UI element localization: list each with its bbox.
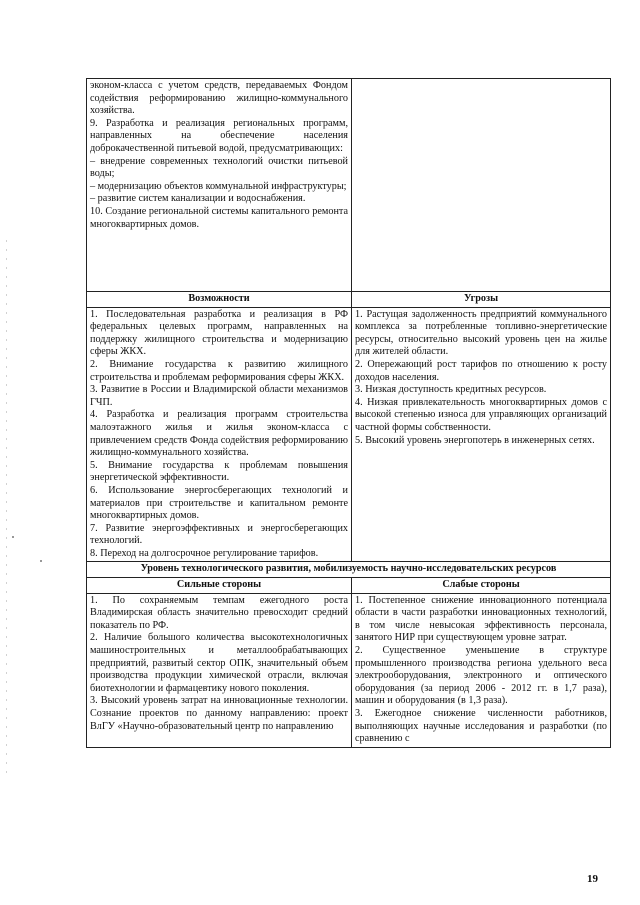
header-row xyxy=(87,578,611,594)
weaknesses-cell xyxy=(352,593,611,747)
threats-header: Угрозы xyxy=(352,292,611,308)
list-item: 7. Развитие энергоэффективных и энергосберегающих технологий. xyxy=(90,522,348,547)
list-item: 1. Растущая задолженность предприятий коммунального комплекса за потребленные топливно-энергетические ресурсы, относительно высокий уровень цен на жилье для жителей области. xyxy=(355,308,607,358)
list-item: 1. По сохраняемым темпам ежегодного роста Владимирская область значительно превосходит средний показатель по РФ. xyxy=(90,594,348,631)
list-item: – развитие систем канализации и водоснабжения. xyxy=(90,193,306,205)
page-number: 19 xyxy=(587,873,598,885)
header-row xyxy=(87,292,611,308)
list-item: 2. Опережающий рост тарифов по отношению к росту доходов населения. xyxy=(355,358,607,383)
opportunities-header: Возможности xyxy=(87,292,352,308)
list-item: 4. Разработка и реализация программ строительства малоэтажного жилья и жилья эконом-класса с привлечением средств Фонда содействия реформированию жилищно-коммунального хозяйства. xyxy=(90,409,348,459)
strengths-header: Сильные стороны xyxy=(87,578,352,594)
opportunities-cell xyxy=(87,307,352,562)
list-item: 3. Высокий уровень затрат на инновационные технологии. Сознание проектов по данному направлению: проект ВлГУ «Научно-образовательный центр по направлению xyxy=(90,695,348,732)
list-item: 9. Разработка и реализация региональных программ, направленных на обеспечение населения доброкачественной питьевой водой, предусматривающих: xyxy=(90,117,348,154)
list-item: 4. Низкая привлекательность многоквартирных домов с высокой степенью износа для управляющих организаций частной формы собственности. xyxy=(355,396,607,433)
swot-table xyxy=(86,78,611,748)
list-item: 5. Высокий уровень энергопотерь в инженерных сетях. xyxy=(355,434,595,446)
weaknesses-header: Слабые стороны xyxy=(352,578,611,594)
scan-speck xyxy=(12,536,14,538)
scan-edge-mark xyxy=(6,240,7,780)
section-title-row xyxy=(87,562,611,578)
strengths-weaknesses-row xyxy=(87,593,611,747)
list-item: 6. Использование энергосберегающих технологий и материалов при строительстве и капитальном ремонте многоквартирных домов. xyxy=(90,484,348,522)
list-item: 2. Существенное уменьшение в структуре промышленного производства региона удельного веса электрооборудования, электронного и оптического оборудования (за период 2006 - 2012 гг. в 1,7 раза), машин и оборудования (в 1,3 раза). xyxy=(355,645,607,707)
list-item: 3. Низкая доступность кредитных ресурсов. xyxy=(355,384,547,396)
list-item: эконом-класса с учетом средств, передаваемых Фондом содействия реформированию жилищно-коммунального хозяйства. xyxy=(90,80,348,117)
section-title: Уровень технологического развития, мобилизуемость научно-исследовательских ресурсов xyxy=(87,562,611,578)
list-item: 3. Развитие в России и Владимирской области механизмов ГЧП. xyxy=(90,384,348,408)
threats-cell xyxy=(352,307,611,562)
top-right-cell xyxy=(352,79,611,292)
list-item: 2. Внимание государства к развитию жилищного строительства и проблемам реформирования сферы ЖКХ. xyxy=(90,358,348,383)
list-item: – модернизацию объектов коммунальной инфраструктуры; xyxy=(90,180,347,192)
list-item: 5. Внимание государства к проблемам повышения энергетической эффективности. xyxy=(90,459,348,484)
list-item: 3. Ежегодное снижение численности работников, выполняющих научные исследования и разработки (по сравнению с xyxy=(355,708,607,745)
opportunities-threats-row xyxy=(87,307,611,562)
scan-speck xyxy=(40,560,42,562)
list-item: 10. Создание региональной системы капитального ремонта многоквартирных домов. xyxy=(90,205,348,230)
list-item: 1. Последовательная разработка и реализация в РФ федеральных целевых программ, направленных на поддержку жилищного строительства и модернизацию сферы ЖКХ. xyxy=(90,308,348,358)
list-item: 1. Постепенное снижение инновационного потенциала области в части разработки инновационных технологий, в том числе невысокая эффективность персонала, занятого НИР при существующем уровне затрат. xyxy=(355,594,607,644)
list-item: 2. Наличие большого количества высокотехнологичных машиностроительных и металлообрабатывающих предприятий, развитый сектор ОПК, значительный объем производства продукции химической отрасли, включая биотехнологии и фармацевтику нового поколения. xyxy=(90,632,348,694)
continuation-row xyxy=(87,79,611,292)
list-item: – внедрение современных технологий очистки питьевой воды; xyxy=(90,155,348,180)
strengths-cell xyxy=(87,593,352,747)
list-item: 8. Переход на долгосрочное регулирование тарифов. xyxy=(90,547,319,559)
top-left-cell xyxy=(87,79,352,292)
